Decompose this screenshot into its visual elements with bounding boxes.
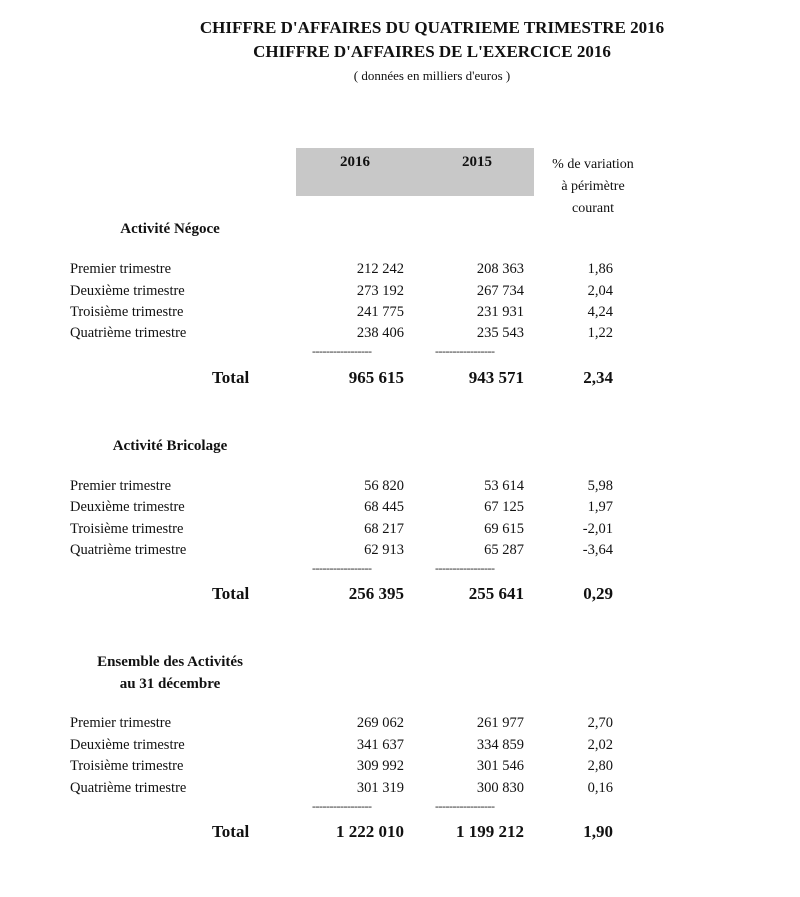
value-2015: 267 734 <box>476 283 524 299</box>
value-2016: 273 192 <box>356 283 404 299</box>
value-2015: 69 615 <box>484 521 524 537</box>
variation-header-line: courant <box>572 201 614 216</box>
value-variation: 2,02 <box>587 737 613 753</box>
title-quarter: CHIFFRE D'AFFAIRES DU QUATRIEME TRIMESTRE 2016 <box>199 18 665 37</box>
value-variation: 2,04 <box>587 283 613 299</box>
value-2016: 56 820 <box>364 478 404 494</box>
value-2015: 301 546 <box>476 758 524 774</box>
row-label: Deuxième trimestre <box>70 283 185 299</box>
value-variation: 2,80 <box>587 758 613 774</box>
value-2015: 53 614 <box>484 478 524 494</box>
value-2016: 241 775 <box>356 304 404 320</box>
col-variation-header <box>547 154 639 220</box>
separator-2016: ----------------- <box>312 344 372 358</box>
total-variation: 1,90 <box>583 822 613 841</box>
row-label: Quatrième trimestre <box>70 780 187 796</box>
value-2016: 68 445 <box>364 499 404 515</box>
value-2016: 301 319 <box>356 780 404 796</box>
value-2016: 68 217 <box>364 521 404 537</box>
row-label: Deuxième trimestre <box>70 499 185 515</box>
separator-2015: ----------------- <box>435 799 495 813</box>
col-2015-header: 2015 <box>462 154 492 170</box>
separator-2016: ----------------- <box>312 799 372 813</box>
separator-2015: ----------------- <box>435 561 495 575</box>
value-2016: 309 992 <box>356 758 404 774</box>
value-variation: 2,70 <box>587 715 613 731</box>
value-2016: 212 242 <box>356 261 404 277</box>
row-label: Troisième trimestre <box>70 758 184 774</box>
section-title-bricolage: Activité Bricolage <box>112 438 228 454</box>
value-variation: 1,97 <box>587 499 613 515</box>
value-2016: 341 637 <box>356 737 404 753</box>
value-variation: 1,86 <box>587 261 613 277</box>
row-label: Quatrième trimestre <box>70 542 187 558</box>
row-label: Premier trimestre <box>70 478 172 494</box>
variation-header-line: à périmètre <box>561 179 625 194</box>
value-2015: 65 287 <box>484 542 524 558</box>
total-variation: 0,29 <box>583 584 613 603</box>
total-2016: 256 395 <box>348 584 404 603</box>
row-label: Troisième trimestre <box>70 304 184 320</box>
value-2016: 238 406 <box>356 325 404 341</box>
row-label: Quatrième trimestre <box>70 325 187 341</box>
row-label: Premier trimestre <box>70 261 172 277</box>
col-2016-header: 2016 <box>340 154 370 170</box>
value-variation: 0,16 <box>587 780 613 796</box>
row-label: Troisième trimestre <box>70 521 184 537</box>
row-label: Deuxième trimestre <box>70 737 185 753</box>
value-variation: -3,64 <box>582 542 613 558</box>
value-variation: 1,22 <box>587 325 613 341</box>
section-title-ensemble <box>50 651 290 695</box>
value-2015: 334 859 <box>476 737 524 753</box>
value-variation: 4,24 <box>587 304 613 320</box>
section-title-line: au 31 décembre <box>119 676 221 692</box>
separator-2016: ----------------- <box>312 561 372 575</box>
value-2015: 261 977 <box>476 715 524 731</box>
total-2015: 1 199 212 <box>456 822 524 841</box>
variation-header-line: % de variation <box>552 157 634 172</box>
total-label: Total <box>212 822 250 841</box>
section-title-negoce: Activité Négoce <box>120 221 220 237</box>
title-year: CHIFFRE D'AFFAIRES DE L'EXERCICE 2016 <box>253 42 611 61</box>
total-label: Total <box>212 368 250 387</box>
total-2016: 965 615 <box>348 368 404 387</box>
total-2015: 255 641 <box>468 584 524 603</box>
total-label: Total <box>212 584 250 603</box>
value-2015: 67 125 <box>484 499 524 515</box>
total-2015: 943 571 <box>468 368 524 387</box>
value-variation: 5,98 <box>587 478 613 494</box>
value-variation: -2,01 <box>582 521 613 537</box>
value-2015: 235 543 <box>476 325 524 341</box>
total-2016: 1 222 010 <box>336 822 404 841</box>
row-label: Premier trimestre <box>70 715 172 731</box>
value-2015: 300 830 <box>476 780 524 796</box>
separator-2015: ----------------- <box>435 344 495 358</box>
value-2016: 269 062 <box>356 715 404 731</box>
value-2015: 231 931 <box>476 304 524 320</box>
unit-note: ( données en milliers d'euros ) <box>353 68 511 83</box>
total-variation: 2,34 <box>583 368 613 387</box>
year-header-band <box>296 148 534 196</box>
value-2016: 62 913 <box>364 542 404 558</box>
section-title-line: Ensemble des Activités <box>97 654 243 670</box>
value-2015: 208 363 <box>476 261 524 277</box>
